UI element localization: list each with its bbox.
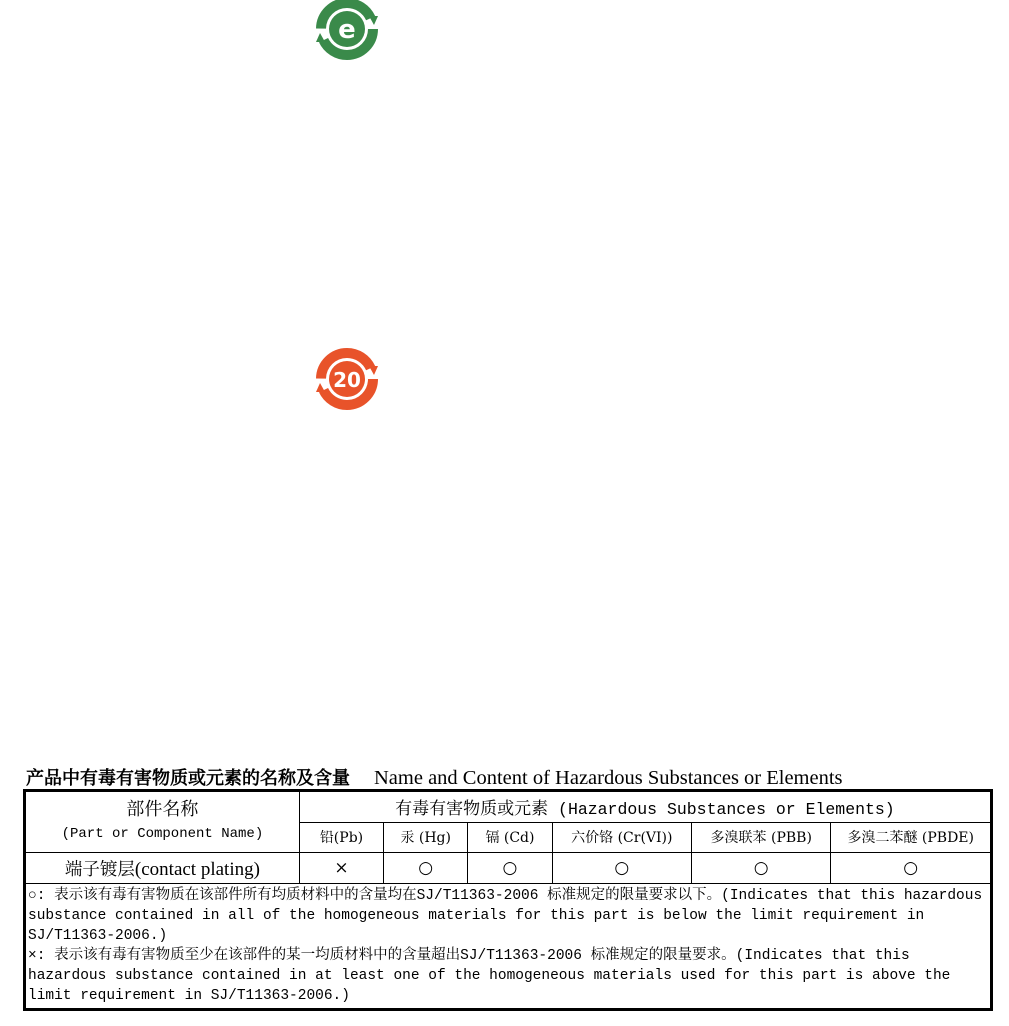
part-name-header-cn: 部件名称 [126, 799, 199, 820]
eco-e-logo-icon [312, 0, 382, 64]
value-pbb: ○ [692, 853, 831, 884]
note-below-limit: ○: 表示该有毒有害物质在该部件所有均质材料中的含量均在SJ/T11363-2006 标准规定的限量要求以下。(Indicates that this hazardous substance contained in all of the homogeneous materials for this part is below the limit requirement in SJ/T11363-2006.) [28, 888, 983, 944]
column-header-chromium: 六价铬 (Cr(VI)) [552, 822, 691, 853]
document-title [26, 764, 843, 790]
part-name-header [25, 791, 300, 853]
title-chinese: 产品中有毒有害物质或元素的名称及含量 [26, 768, 350, 789]
substances-group-header-en: (Hazardous Substances or Elements) [548, 800, 895, 820]
table-row [25, 853, 992, 884]
value-lead: × [299, 853, 383, 884]
value-mercury: ○ [384, 853, 468, 884]
title-english: Name and Content of Hazardous Substances or Elements [374, 767, 843, 789]
eco-logo-letter: e [338, 15, 356, 45]
part-name-en: (contact plating) [134, 858, 260, 880]
hazardous-substances-table [23, 789, 993, 1011]
notes-cell [25, 884, 992, 1010]
column-header-pbde: 多溴二苯醚 (PBDE) [831, 822, 992, 853]
column-header-lead: 铅(Pb) [299, 822, 383, 853]
part-name-cn: 端子镀层 [64, 859, 135, 880]
epup-20-logo-icon [312, 344, 382, 414]
substances-group-header-cn: 有毒有害物质或元素 [395, 799, 549, 820]
value-pbde: ○ [831, 853, 992, 884]
column-header-pbb: 多溴联苯 (PBB) [692, 822, 831, 853]
substances-group-header [299, 791, 991, 823]
part-name-header-en: (Part or Component Name) [61, 826, 264, 842]
value-chromium: ○ [552, 853, 691, 884]
epup-logo-number: 20 [333, 368, 361, 392]
part-name-cell [25, 853, 300, 884]
column-header-mercury: 汞 (Hg) [384, 822, 468, 853]
value-cadmium: ○ [468, 853, 552, 884]
note-above-limit: ×: 表示该有毒有害物质至少在该部件的某一均质材料中的含量超出SJ/T11363-2006 标准规定的限量要求。(Indicates that this hazardous substance contained in at least one of the homogeneous materials used for this part is above the limit requirement in SJ/T11363-2006.) [28, 948, 951, 1004]
column-header-cadmium: 镉 (Cd) [468, 822, 552, 853]
